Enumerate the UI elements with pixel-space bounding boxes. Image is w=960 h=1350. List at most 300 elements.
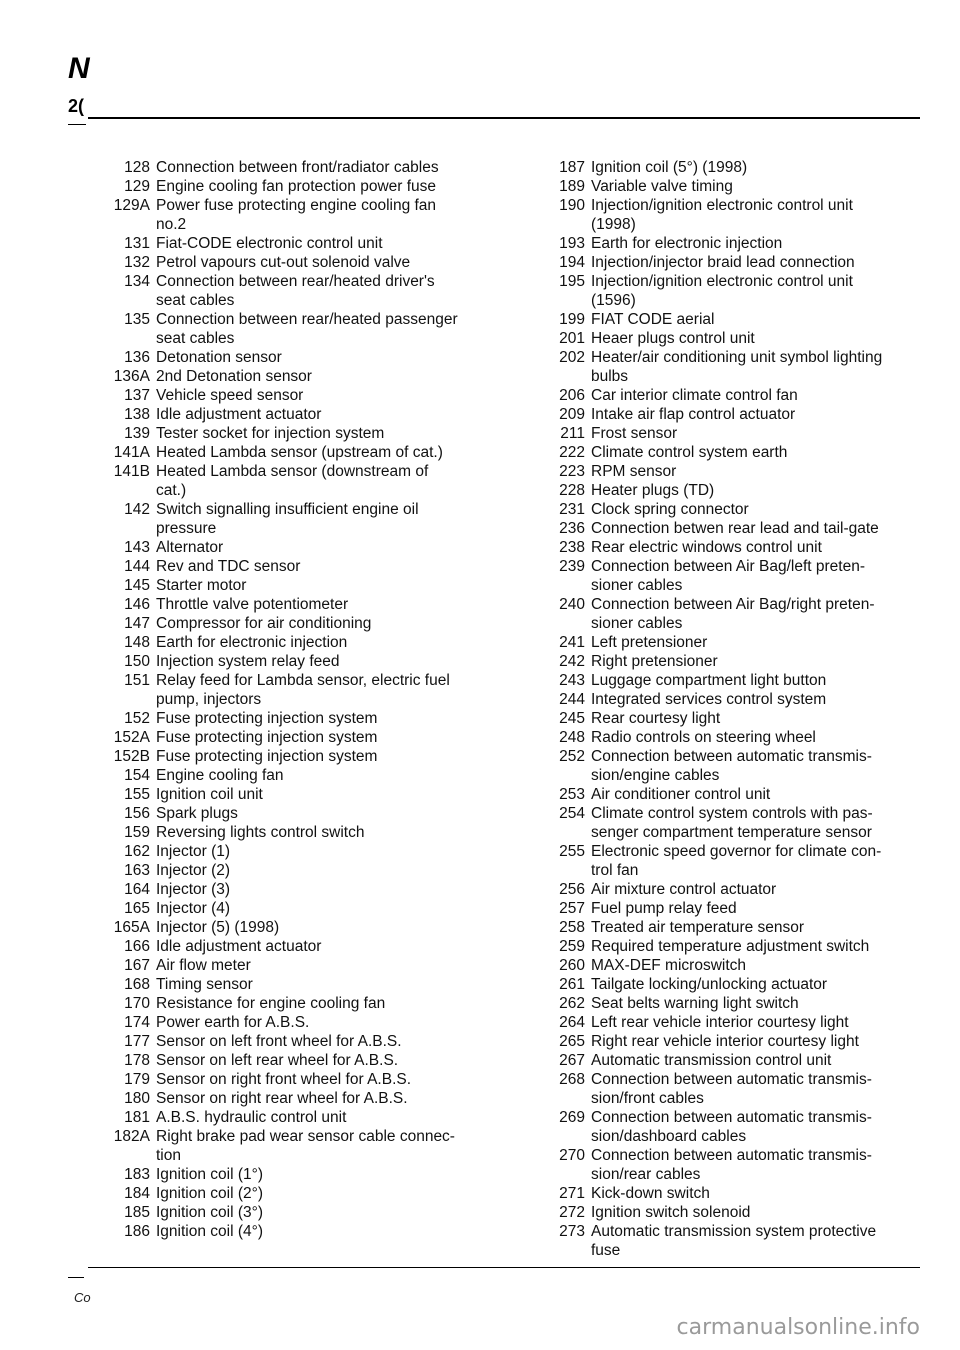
component-number: 242 xyxy=(559,653,585,670)
component-description xyxy=(156,823,492,842)
description-line: Power earth for A.B.S. xyxy=(156,1014,310,1031)
component-number: 195 xyxy=(559,273,585,290)
footer-mark: Co xyxy=(74,1290,91,1305)
description-line: Ignition coil (2°) xyxy=(156,1185,263,1202)
legend-entry xyxy=(100,899,492,918)
description-line: Heater/air conditioning unit symbol lighting xyxy=(591,349,883,366)
description-line: Connection between front/radiator cables xyxy=(156,159,439,176)
component-number: 152B xyxy=(113,748,150,765)
component-description xyxy=(156,1127,492,1165)
legend-entry xyxy=(535,994,913,1013)
description-line: Connection between rear/heated driver's xyxy=(156,273,435,290)
legend-entry xyxy=(535,1203,913,1222)
component-number: 165 xyxy=(124,900,150,917)
component-number: 259 xyxy=(559,938,585,955)
description-line: Injector (2) xyxy=(156,862,231,879)
description-line: Injector (1) xyxy=(156,843,231,860)
component-description xyxy=(591,1070,913,1108)
description-line: Petrol vapours cut-out solenoid valve xyxy=(156,254,411,271)
description-line: Clock spring connector xyxy=(591,501,749,518)
component-number: 252 xyxy=(559,748,585,765)
component-number: 145 xyxy=(124,577,150,594)
component-description xyxy=(591,234,913,253)
description-line: Idle adjustment actuator xyxy=(156,938,322,955)
component-description xyxy=(591,785,913,804)
component-description xyxy=(156,671,492,709)
component-description xyxy=(156,709,492,728)
component-number: 166 xyxy=(124,938,150,955)
header-rule xyxy=(88,117,920,119)
component-description xyxy=(156,842,492,861)
description-line: Left rear vehicle interior courtesy light xyxy=(591,1014,849,1031)
component-number: 189 xyxy=(559,178,585,195)
component-description xyxy=(591,158,913,177)
legend-entry xyxy=(100,158,492,177)
legend-entry xyxy=(100,1070,492,1089)
description-line: sioner cables xyxy=(591,577,683,594)
legend-entry xyxy=(535,443,913,462)
legend-entry xyxy=(535,329,913,348)
component-number: 128 xyxy=(124,159,150,176)
component-description xyxy=(156,443,492,462)
description-line: Sensor on right front wheel for A.B.S. xyxy=(156,1071,412,1088)
component-description xyxy=(591,386,913,405)
component-number: 236 xyxy=(559,520,585,537)
legend-entry xyxy=(535,671,913,690)
legend-entry xyxy=(535,899,913,918)
component-number: 206 xyxy=(559,387,585,404)
description-line: Power fuse protecting engine cooling fan xyxy=(156,197,437,214)
description-line: Ignition coil (3°) xyxy=(156,1204,263,1221)
component-description xyxy=(591,728,913,747)
legend-entry xyxy=(535,1013,913,1032)
legend-entry xyxy=(100,1108,492,1127)
component-number: 223 xyxy=(559,463,585,480)
component-description xyxy=(156,804,492,823)
component-description xyxy=(591,1032,913,1051)
description-line: Spark plugs xyxy=(156,805,238,822)
legend-entry xyxy=(100,842,492,861)
legend-entry xyxy=(535,253,913,272)
description-line: Detonation sensor xyxy=(156,349,282,366)
component-description xyxy=(591,196,913,234)
legend-entry xyxy=(100,633,492,652)
description-line: Car interior climate control fan xyxy=(591,387,798,404)
description-line: Injection system relay feed xyxy=(156,653,340,670)
component-description xyxy=(591,1222,913,1260)
description-line: Fuse protecting injection system xyxy=(156,729,378,746)
description-line: Connection between automatic transmis- xyxy=(591,1071,872,1088)
component-description xyxy=(591,1184,913,1203)
legend-entry xyxy=(100,272,492,310)
legend-entry xyxy=(100,348,492,367)
description-line: Switch signalling insufficient engine oil xyxy=(156,501,419,518)
component-description xyxy=(156,899,492,918)
legend-entry xyxy=(100,367,492,386)
component-number: 177 xyxy=(124,1033,150,1050)
component-number: 248 xyxy=(559,729,585,746)
legend-entry xyxy=(100,1013,492,1032)
component-description xyxy=(156,747,492,766)
legend-entry xyxy=(535,1108,913,1146)
description-line: sion/engine cables xyxy=(591,767,720,784)
description-line: Resistance for engine cooling fan xyxy=(156,995,386,1012)
description-line: Tester socket for injection system xyxy=(156,425,385,442)
description-line: 2nd Detonation sensor xyxy=(156,368,312,385)
component-number: 138 xyxy=(124,406,150,423)
component-description xyxy=(156,576,492,595)
component-description xyxy=(591,500,913,519)
component-description xyxy=(156,1184,492,1203)
component-description xyxy=(591,1146,913,1184)
legend-entry xyxy=(100,956,492,975)
description-line: Sensor on left front wheel for A.B.S. xyxy=(156,1033,402,1050)
description-line: Left pretensioner xyxy=(591,634,708,651)
description-line: seat cables xyxy=(156,292,235,309)
component-number: 132 xyxy=(124,254,150,271)
component-number: 211 xyxy=(560,425,585,442)
component-description xyxy=(156,595,492,614)
legend-entry xyxy=(535,234,913,253)
component-number: 187 xyxy=(559,159,585,176)
component-description xyxy=(591,956,913,975)
component-description xyxy=(156,728,492,747)
description-line: Fuse protecting injection system xyxy=(156,748,378,765)
component-description xyxy=(156,614,492,633)
description-line: MAX-DEF microswitch xyxy=(591,957,747,974)
description-line: Connection between rear/heated passenger xyxy=(156,311,458,328)
legend-entry xyxy=(100,462,492,500)
legend-entry xyxy=(535,595,913,633)
legend-entry xyxy=(535,1032,913,1051)
description-line: trol fan xyxy=(591,862,639,879)
component-description xyxy=(591,1203,913,1222)
legend-entry xyxy=(100,709,492,728)
component-description xyxy=(156,652,492,671)
component-number: 255 xyxy=(559,843,585,860)
component-description xyxy=(156,310,492,348)
component-number: 179 xyxy=(124,1071,150,1088)
description-line: Injection/ignition electronic control unit xyxy=(591,197,853,214)
legend-entry xyxy=(100,747,492,766)
legend-entry xyxy=(535,804,913,842)
description-line: fuse xyxy=(591,1242,621,1259)
legend-entry xyxy=(100,424,492,443)
component-number: 181 xyxy=(124,1109,150,1126)
description-line: Right rear vehicle interior courtesy light xyxy=(591,1033,859,1050)
legend-entry xyxy=(100,1203,492,1222)
legend-entry xyxy=(535,272,913,310)
component-number: 258 xyxy=(559,919,585,936)
description-line: Ignition coil (5°) (1998) xyxy=(591,159,748,176)
legend-entry xyxy=(100,823,492,842)
description-line: Tailgate locking/unlocking actuator xyxy=(591,976,828,993)
component-description xyxy=(156,1051,492,1070)
component-number: 231 xyxy=(559,501,585,518)
legend-entry xyxy=(535,842,913,880)
component-description xyxy=(591,1051,913,1070)
component-description xyxy=(156,918,492,937)
legend-entry xyxy=(535,1146,913,1184)
component-description xyxy=(156,462,492,500)
component-number: 261 xyxy=(559,976,585,993)
description-line: Idle adjustment actuator xyxy=(156,406,322,423)
description-line: sion/rear cables xyxy=(591,1166,701,1183)
description-line: senger compartment temperature sensor xyxy=(591,824,872,841)
component-description xyxy=(591,975,913,994)
description-line: sion/front cables xyxy=(591,1090,704,1107)
component-number: 194 xyxy=(559,254,585,271)
description-line: Frost sensor xyxy=(591,425,678,442)
description-line: A.B.S. hydraulic control unit xyxy=(156,1109,347,1126)
component-description xyxy=(591,462,913,481)
component-description xyxy=(591,405,913,424)
legend-entry xyxy=(535,177,913,196)
legend-entry xyxy=(535,652,913,671)
legend-entry xyxy=(100,310,492,348)
component-description xyxy=(156,234,492,253)
legend-entry xyxy=(100,918,492,937)
component-number: 167 xyxy=(124,957,150,974)
component-number: 178 xyxy=(124,1052,150,1069)
component-number: 135 xyxy=(124,311,150,328)
description-line: Climate control system controls with pas- xyxy=(591,805,873,822)
component-description xyxy=(156,500,492,538)
legend-entry xyxy=(100,576,492,595)
description-line: no.2 xyxy=(156,216,187,233)
description-line: Kick-down switch xyxy=(591,1185,710,1202)
description-line: Connection betwen rear lead and tail-gate xyxy=(591,520,879,537)
component-number: 201 xyxy=(559,330,585,347)
legend-entry xyxy=(535,747,913,785)
description-line: Sensor on right rear wheel for A.B.S. xyxy=(156,1090,408,1107)
legend-entry xyxy=(100,1222,492,1241)
footer-rule xyxy=(88,1267,920,1268)
legend-entry xyxy=(100,500,492,538)
description-line: Connection between Air Bag/left preten- xyxy=(591,558,866,575)
component-description xyxy=(156,367,492,386)
legend-entry xyxy=(535,519,913,538)
description-line: Connection between automatic transmis- xyxy=(591,1147,872,1164)
description-line: Alternator xyxy=(156,539,224,556)
component-number: 163 xyxy=(124,862,150,879)
legend-entry xyxy=(100,785,492,804)
description-line: Integrated services control system xyxy=(591,691,827,708)
component-description xyxy=(156,348,492,367)
component-description xyxy=(591,899,913,918)
component-description xyxy=(156,1089,492,1108)
component-description xyxy=(591,177,913,196)
component-number: 148 xyxy=(124,634,150,651)
component-number: 267 xyxy=(559,1052,585,1069)
component-number: 222 xyxy=(559,444,585,461)
legend-entry xyxy=(535,709,913,728)
component-description xyxy=(591,557,913,595)
component-number: 150 xyxy=(124,653,150,670)
component-number: 131 xyxy=(124,235,150,252)
legend-entry xyxy=(535,424,913,443)
legend-entry xyxy=(535,1070,913,1108)
description-line: Climate control system earth xyxy=(591,444,788,461)
legend-entry xyxy=(100,386,492,405)
component-description xyxy=(156,766,492,785)
description-line: Relay feed for Lambda sensor, electric fuel xyxy=(156,672,450,689)
legend-entry xyxy=(100,1127,492,1165)
component-description xyxy=(591,310,913,329)
component-number: 272 xyxy=(559,1204,585,1221)
legend-entry xyxy=(535,158,913,177)
component-number: 209 xyxy=(559,406,585,423)
component-description xyxy=(591,842,913,880)
component-description xyxy=(591,443,913,462)
component-description xyxy=(156,880,492,899)
description-line: Radio controls on steering wheel xyxy=(591,729,816,746)
legend-entry xyxy=(100,614,492,633)
description-line: (1998) xyxy=(591,216,636,233)
legend-entry xyxy=(100,1184,492,1203)
component-number: 270 xyxy=(559,1147,585,1164)
description-line: RPM sensor xyxy=(591,463,677,480)
legend-entry xyxy=(535,481,913,500)
description-line: cat.) xyxy=(156,482,187,499)
description-line: Heated Lambda sensor (upstream of cat.) xyxy=(156,444,443,461)
description-line: Treated air temperature sensor xyxy=(591,919,805,936)
component-number: 243 xyxy=(559,672,585,689)
description-line: Right brake pad wear sensor cable connec- xyxy=(156,1128,455,1145)
legend-entry xyxy=(535,1051,913,1070)
legend-entry xyxy=(100,937,492,956)
description-line: Injector (4) xyxy=(156,900,231,917)
component-description xyxy=(156,1203,492,1222)
component-number: 144 xyxy=(124,558,150,575)
component-description xyxy=(156,956,492,975)
description-line: Engine cooling fan protection power fuse xyxy=(156,178,437,195)
description-line: Connection between automatic transmis- xyxy=(591,748,872,765)
component-description xyxy=(156,1165,492,1184)
description-line: Heater plugs (TD) xyxy=(591,482,715,499)
component-number: 136A xyxy=(113,368,150,385)
component-number: 256 xyxy=(559,881,585,898)
legend-entry xyxy=(100,1032,492,1051)
legend-entry xyxy=(535,405,913,424)
component-description xyxy=(591,671,913,690)
legend-entry xyxy=(100,595,492,614)
component-number: 129 xyxy=(124,178,150,195)
description-line: Heated Lambda sensor (downstream of xyxy=(156,463,429,480)
component-description xyxy=(591,747,913,785)
component-number: 143 xyxy=(124,539,150,556)
description-line: tion xyxy=(156,1147,181,1164)
component-description xyxy=(156,861,492,880)
component-description xyxy=(591,690,913,709)
component-number: 202 xyxy=(559,349,585,366)
description-line: seat cables xyxy=(156,330,235,347)
component-description xyxy=(591,348,913,386)
component-number: 146 xyxy=(124,596,150,613)
legend-entry xyxy=(100,1089,492,1108)
description-line: pressure xyxy=(156,520,217,537)
description-line: Earth for electronic injection xyxy=(591,235,783,252)
component-number: 164 xyxy=(124,881,150,898)
legend-entry xyxy=(100,975,492,994)
description-line: Rev and TDC sensor xyxy=(156,558,301,575)
component-description xyxy=(156,158,492,177)
description-line: Air mixture control actuator xyxy=(591,881,777,898)
description-line: Automatic transmission control unit xyxy=(591,1052,832,1069)
description-line: Required temperature adjustment switch xyxy=(591,938,870,955)
component-description xyxy=(591,1108,913,1146)
legend-entry xyxy=(100,177,492,196)
component-description xyxy=(156,272,492,310)
component-description xyxy=(591,272,913,310)
component-description xyxy=(156,1013,492,1032)
description-line: Reversing lights control switch xyxy=(156,824,365,841)
legend-entry xyxy=(100,671,492,709)
description-line: Electronic speed governor for climate con- xyxy=(591,843,882,860)
component-description xyxy=(591,329,913,348)
legend-entry xyxy=(535,785,913,804)
legend-entry xyxy=(535,633,913,652)
component-description xyxy=(591,481,913,500)
component-number: 260 xyxy=(559,957,585,974)
description-line: Automatic transmission system protective xyxy=(591,1223,877,1240)
legend-entry xyxy=(535,386,913,405)
description-line: Ignition coil (4°) xyxy=(156,1223,263,1240)
component-number: 268 xyxy=(559,1071,585,1088)
component-number: 228 xyxy=(559,482,585,499)
component-description xyxy=(156,1070,492,1089)
footer-rule-stub xyxy=(68,1277,84,1278)
description-line: Intake air flap control actuator xyxy=(591,406,796,423)
description-line: Fiat-CODE electronic control unit xyxy=(156,235,383,252)
component-number: 142 xyxy=(124,501,150,518)
description-line: Ignition switch solenoid xyxy=(591,1204,751,1221)
component-description xyxy=(591,253,913,272)
component-number: 162 xyxy=(124,843,150,860)
description-line: Vehicle speed sensor xyxy=(156,387,304,404)
component-number: 265 xyxy=(559,1033,585,1050)
legend-entry xyxy=(535,500,913,519)
component-description xyxy=(591,994,913,1013)
component-description xyxy=(591,880,913,899)
component-number: 151 xyxy=(124,672,150,689)
component-number: 241 xyxy=(559,634,585,651)
description-line: Injector (3) xyxy=(156,881,231,898)
legend-entry xyxy=(535,538,913,557)
description-line: Variable valve timing xyxy=(591,178,733,195)
component-description xyxy=(156,386,492,405)
component-number: 174 xyxy=(124,1014,150,1031)
component-number: 152 xyxy=(124,710,150,727)
component-number: 264 xyxy=(559,1014,585,1031)
component-description xyxy=(156,253,492,272)
legend-entry xyxy=(100,1051,492,1070)
component-number: 139 xyxy=(124,425,150,442)
description-line: Engine cooling fan xyxy=(156,767,284,784)
component-description xyxy=(156,538,492,557)
description-line: Injection/ignition electronic control unit xyxy=(591,273,853,290)
legend-entry xyxy=(100,861,492,880)
component-description xyxy=(156,557,492,576)
legend-entry xyxy=(535,728,913,747)
legend-entry xyxy=(100,804,492,823)
legend-entry xyxy=(535,918,913,937)
component-number: 185 xyxy=(124,1204,150,1221)
component-number: 245 xyxy=(559,710,585,727)
legend-entry xyxy=(100,405,492,424)
legend-entry xyxy=(100,557,492,576)
component-number: 137 xyxy=(124,387,150,404)
